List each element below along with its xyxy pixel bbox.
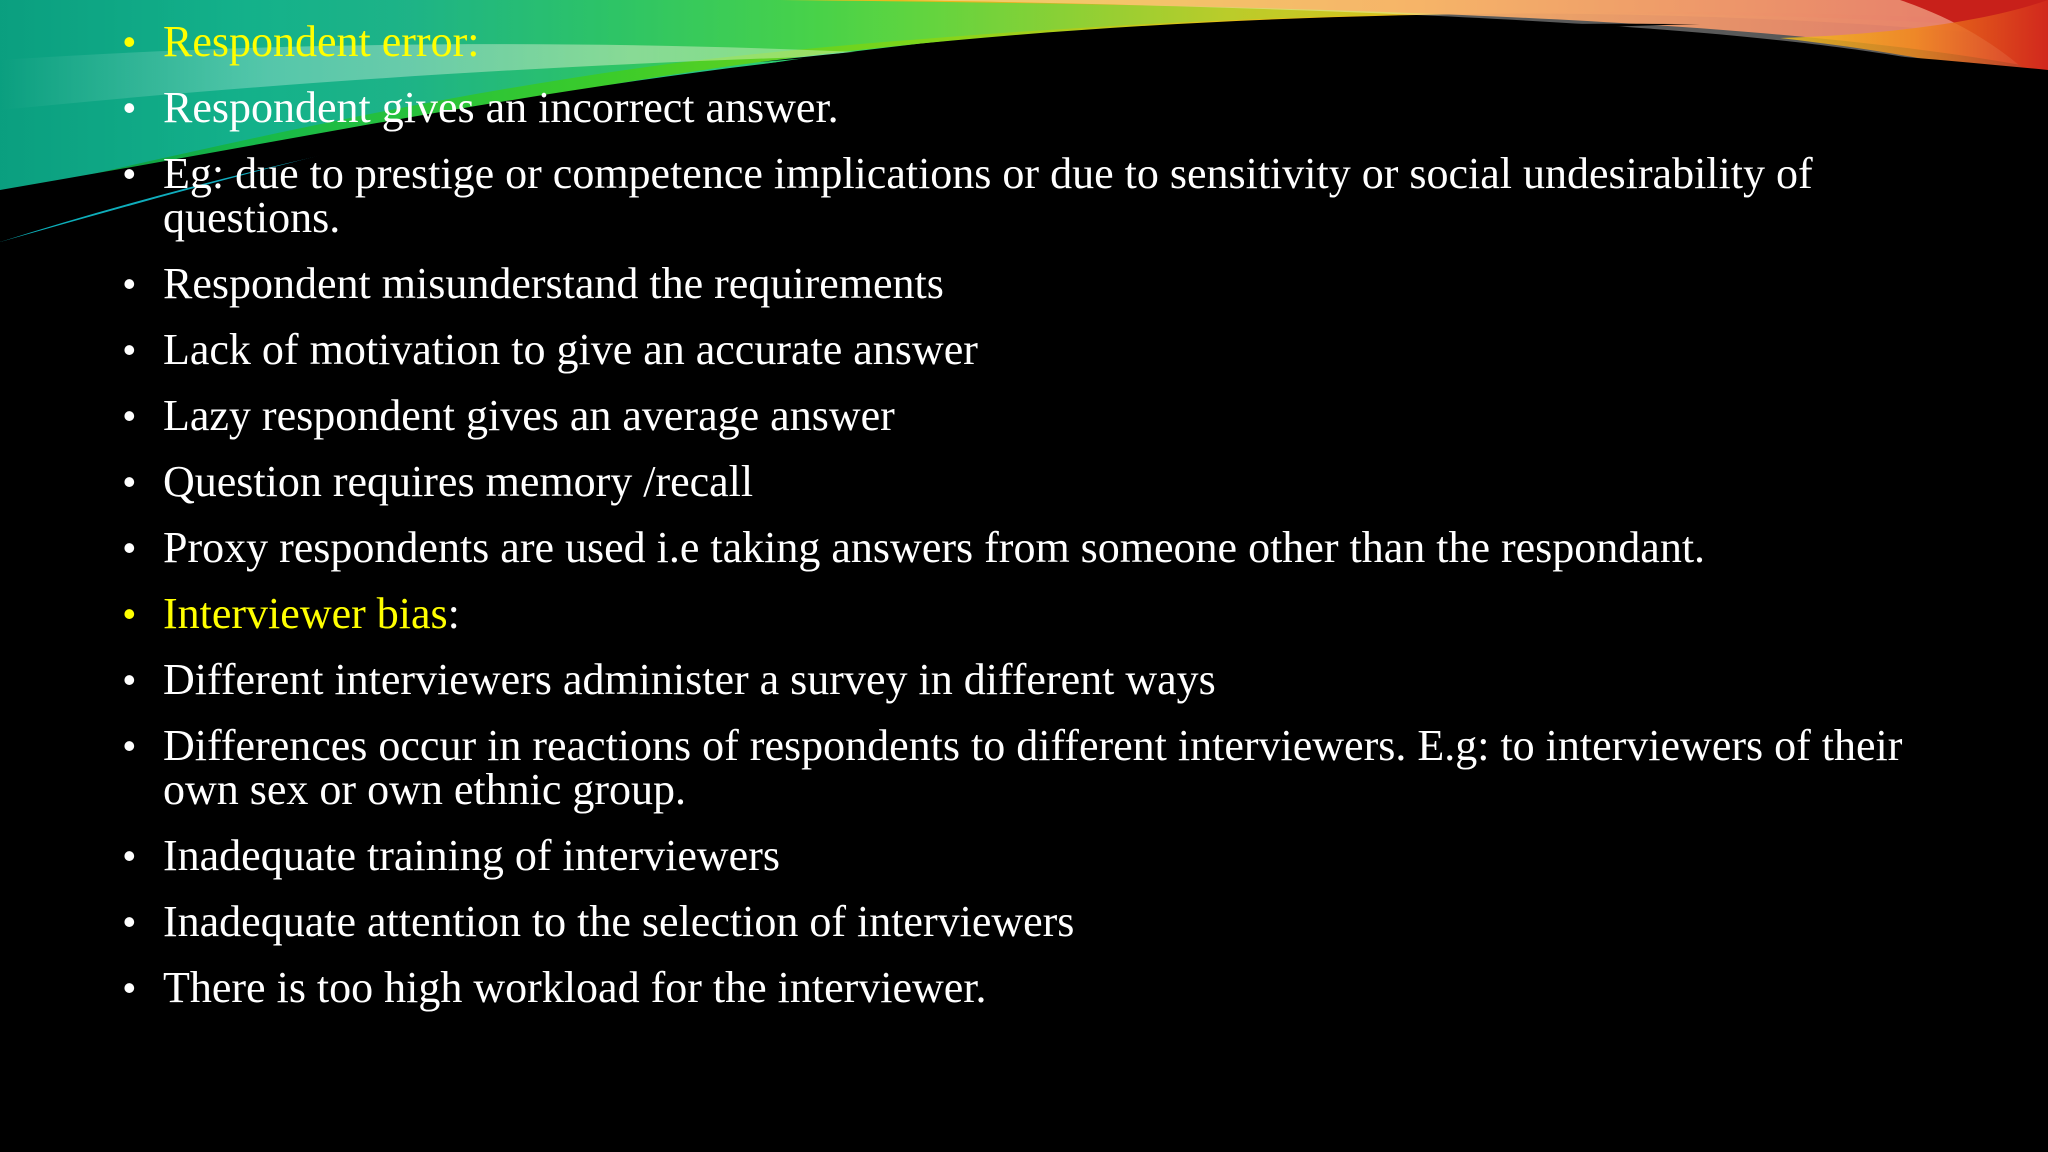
bullet-item — [123, 457, 1943, 506]
bullet-item — [123, 391, 1943, 440]
bullet-respondent-error-heading — [123, 17, 1943, 66]
bullet-item — [123, 897, 1943, 946]
bullet-text: Proxy respondents are used i.e taking answers from someone other than the respondant. — [163, 523, 1706, 572]
bullet-text: Respondent error: — [163, 17, 480, 66]
bullet-text: Respondent gives an incorrect answer. — [163, 83, 839, 132]
bullet-item — [123, 655, 1943, 704]
bullet-item — [123, 721, 1943, 814]
bullet-text: Lack of motivation to give an accurate answer — [163, 325, 978, 374]
bullet-text: Different interviewers administer a survey in different ways — [163, 655, 1216, 704]
bullet-text: Inadequate attention to the selection of interviewers — [163, 897, 1075, 946]
bullet-item — [123, 325, 1943, 374]
bullet-text: Differences occur in reactions of respondents to different interviewers. E.g: to interviewers of their own sex or own ethnic group. — [163, 721, 1903, 814]
bullet-item — [123, 523, 1943, 572]
bullet-item — [123, 259, 1943, 308]
bullet-item — [123, 963, 1943, 1012]
bullet-text: Respondent misunderstand the requirements — [163, 259, 944, 308]
bullet-text: Inadequate training of interviewers — [163, 831, 780, 880]
bullet-text: There is too high workload for the interviewer. — [163, 963, 987, 1012]
bullet-text: Question requires memory /recall — [163, 457, 754, 506]
bullet-item — [123, 831, 1943, 880]
heading-colon: : — [447, 589, 460, 638]
bullet-text: Eg: due to prestige or competence implications or due to sensitivity or social undesirability of questions. — [163, 149, 1813, 242]
bullet-text: Lazy respondent gives an average answer — [163, 391, 895, 440]
bullet-interviewer-bias-heading — [123, 589, 1943, 638]
bullet-item — [123, 149, 1943, 242]
bullet-list — [123, 17, 1943, 1032]
bullet-item — [123, 83, 1943, 132]
bullet-text: Interviewer bias — [163, 589, 448, 638]
